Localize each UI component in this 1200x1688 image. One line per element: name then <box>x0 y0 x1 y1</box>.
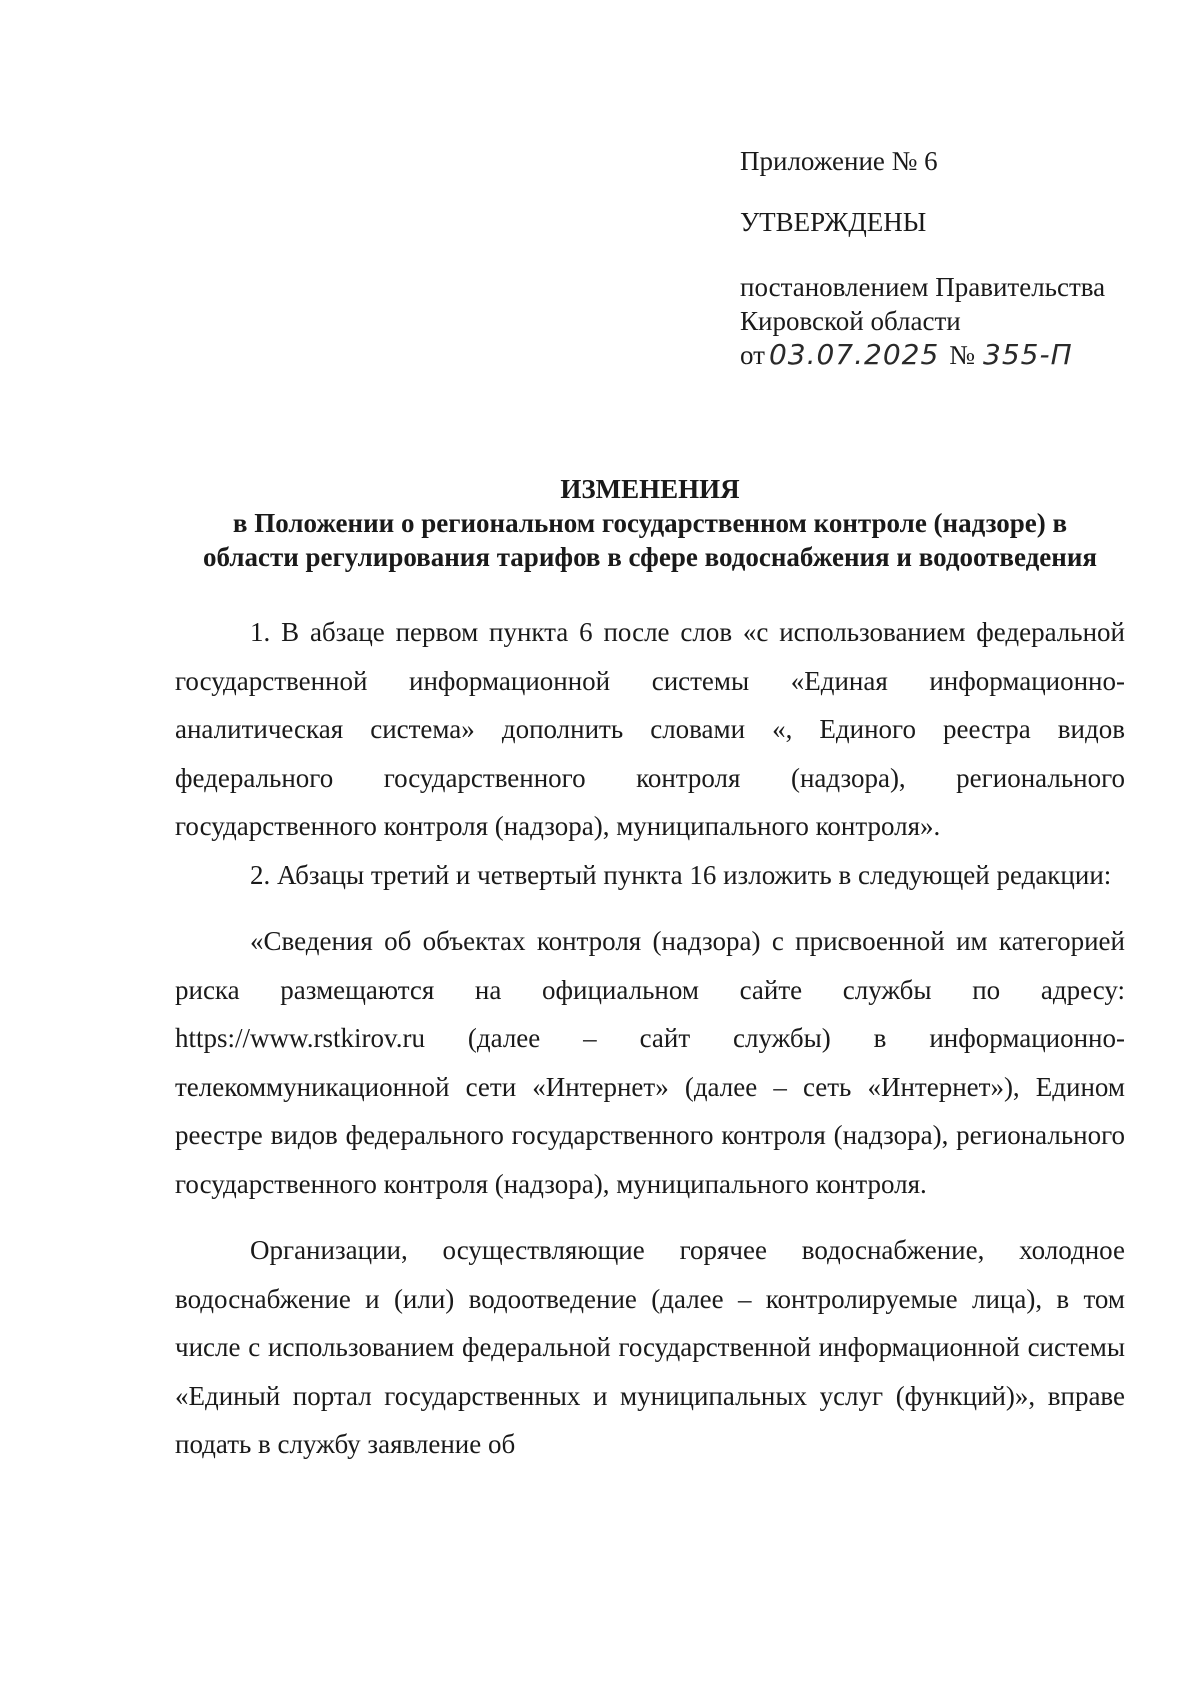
paragraph-2: 2. Абзацы третий и четвертый пункта 16 изложить в следующей редакции: <box>250 859 1112 890</box>
approval-stamp-block <box>740 148 1160 372</box>
title-subtitle-line-2: области регулирования тарифов в сфере водоснабжения и водоотведения <box>203 542 1097 572</box>
document-title <box>170 472 1130 574</box>
date-prefix: от <box>740 340 765 370</box>
title-heading: ИЗМЕНЕНИЯ <box>560 474 740 504</box>
decree-date-line <box>740 338 1160 372</box>
decree-line-1: постановлением Правительства <box>740 272 1106 302</box>
appendix-number: Приложение № 6 <box>740 146 938 176</box>
number-sign: № <box>949 340 976 370</box>
decree-line-2: Кировской области <box>740 306 961 336</box>
document-body <box>175 608 1125 1469</box>
paragraph-1: 1. В абзаце первом пункта 6 после слов «с использованием федеральной государственной информационной системы «Единая информационно-аналитическая система» дополнить словами «, Единого реестра видов федерального государственного контроля (надзора), регионального государственного контроля (надзора), муниципального контроля». <box>175 617 1125 841</box>
title-subtitle-line-1: в Положении о региональном государственном контроле (надзоре) в <box>232 508 1068 538</box>
paragraph-3: «Сведения об объектах контроля (надзора) с присвоенной им категорией риска размещаются на официальном сайте службы по адресу: https://www.rstkirov.ru (далее – сайт службы) в информационно-телекоммуникационной сети «Интернет» (далее – сеть «Интернет»), Едином реестре видов федерального государственного контроля (надзора), регионального государственного контроля (надзора), муниципального контроля. <box>175 926 1125 1199</box>
approved-label: УТВЕРЖДЕНЫ <box>740 207 927 237</box>
handwritten-date: 03.07.2025 <box>768 338 940 371</box>
paragraph-4: Организации, осуществляющие горячее водоснабжение, холодное водоснабжение и (или) водоотведение (далее – контролируемые лица), в том числе с использованием федеральной государственной информационной системы «Единый портал государственных и муниципальных услуг (функций)», вправе подать в службу заявление об <box>175 1235 1125 1459</box>
handwritten-decree-number: 355-П <box>983 338 1073 371</box>
